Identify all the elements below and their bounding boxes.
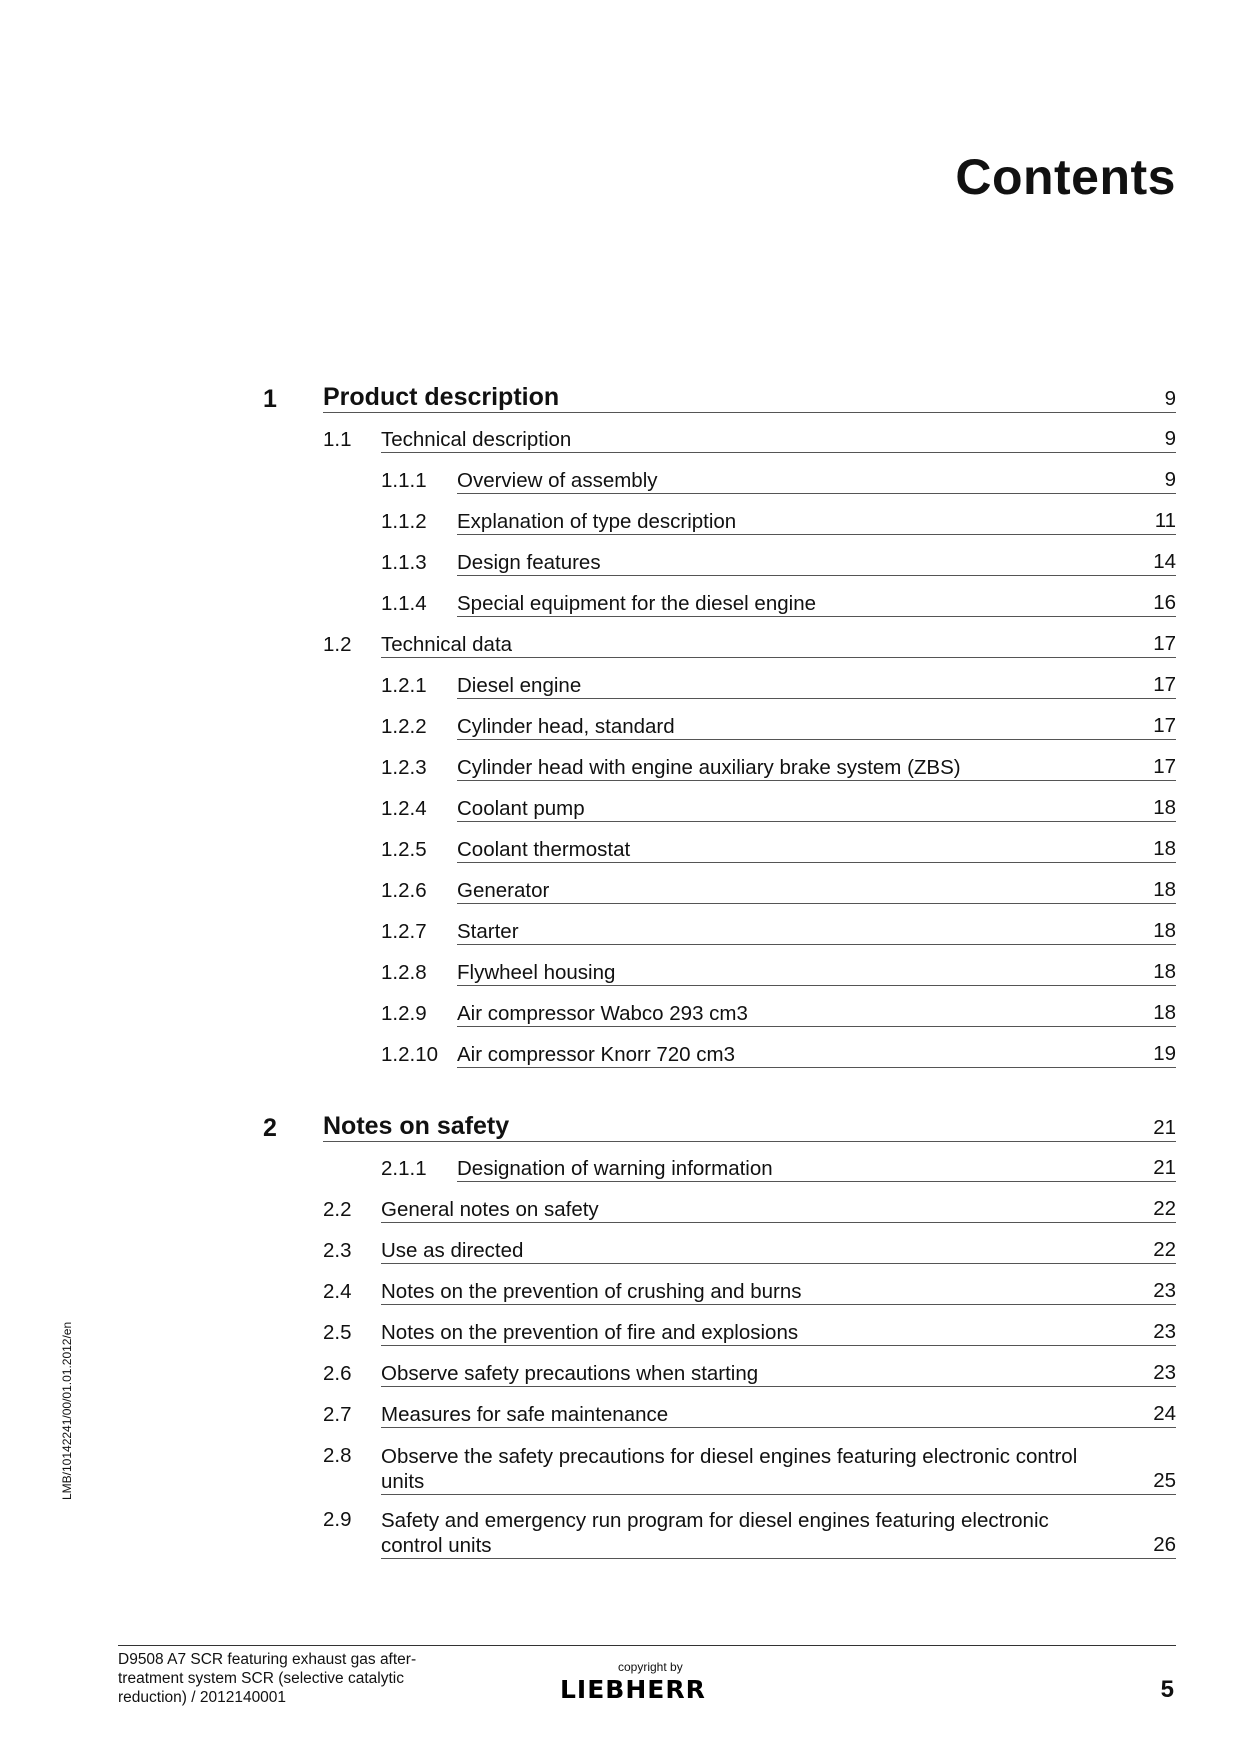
toc-title: Safety and emergency run program for diesel engines featuring electronic control units — [381, 1509, 1049, 1557]
logo-mark — [560, 1673, 740, 1703]
toc-entry[interactable] — [381, 633, 1176, 658]
toc-number: 1.2 — [323, 633, 352, 656]
toc-number: 2.6 — [323, 1362, 352, 1385]
toc-number: 1.2.2 — [381, 715, 427, 738]
toc-title: Coolant pump — [457, 797, 585, 820]
toc-page: 9 — [1164, 387, 1176, 410]
toc-entry[interactable] — [381, 1280, 1176, 1305]
toc-entry[interactable] — [381, 1362, 1176, 1387]
toc-entry-chapter[interactable] — [323, 1112, 1176, 1142]
toc-number: 1.2.3 — [381, 756, 427, 779]
toc-page: 18 — [1153, 796, 1176, 819]
toc-title: Design features — [457, 551, 601, 574]
document-code: LMB/10142241/00/01.01.2012/en — [60, 1321, 74, 1500]
toc-number: 1.2.8 — [381, 961, 427, 984]
toc-number: 1.2.4 — [381, 797, 427, 820]
footer-line: reduction) / 2012140001 — [118, 1689, 287, 1706]
toc-entry[interactable] — [457, 838, 1176, 863]
toc-number: 2 — [263, 1114, 277, 1142]
toc-entry[interactable] — [381, 1403, 1176, 1428]
toc-title: Cylinder head with engine auxiliary brake system (ZBS) — [457, 756, 961, 779]
toc-entry[interactable] — [457, 510, 1176, 535]
toc-entry[interactable] — [457, 674, 1176, 699]
toc-page: 22 — [1153, 1238, 1176, 1261]
toc-number: 1.1.2 — [381, 510, 427, 533]
toc-entry[interactable] — [381, 1239, 1176, 1264]
toc-entry[interactable] — [381, 1444, 1176, 1495]
toc-entry[interactable] — [457, 920, 1176, 945]
toc-entry[interactable] — [457, 1043, 1176, 1068]
toc-page: 16 — [1153, 591, 1176, 614]
toc-entry[interactable] — [457, 1157, 1176, 1182]
toc-number: 2.1.1 — [381, 1157, 427, 1180]
toc-number: 2.5 — [323, 1321, 352, 1344]
liebherr-logo — [560, 1673, 740, 1703]
footer-line: D9508 A7 SCR featuring exhaust gas after- — [118, 1651, 417, 1668]
toc-number: 1.2.6 — [381, 879, 427, 902]
toc-title: Air compressor Wabco 293 cm3 — [457, 1002, 748, 1025]
toc-entry[interactable] — [457, 961, 1176, 986]
toc-title: Notes on the prevention of fire and explosions — [381, 1321, 799, 1344]
toc-entry[interactable] — [381, 428, 1176, 453]
toc-title: Coolant thermostat — [457, 838, 631, 861]
copyright-label: copyright by — [618, 1660, 683, 1674]
toc-number: 2.7 — [323, 1403, 352, 1426]
toc-number: 2.8 — [323, 1444, 352, 1467]
toc-title: Product description — [323, 383, 560, 411]
toc-page: 21 — [1153, 1116, 1176, 1139]
toc-title: Flywheel housing — [457, 961, 616, 984]
toc-page: 24 — [1153, 1402, 1176, 1425]
toc-title: Diesel engine — [457, 674, 582, 697]
toc-page: 18 — [1153, 919, 1176, 942]
toc-title: Overview of assembly — [457, 469, 658, 492]
toc-number: 1.1.4 — [381, 592, 427, 615]
toc-number: 1.2.1 — [381, 674, 427, 697]
toc-entry[interactable] — [457, 551, 1176, 576]
toc-entry[interactable] — [381, 1198, 1176, 1223]
toc-title: Special equipment for the diesel engine — [457, 592, 816, 615]
toc-page: 9 — [1164, 427, 1176, 450]
toc-title: Cylinder head, standard — [457, 715, 675, 738]
toc-page: 25 — [1153, 1469, 1176, 1492]
toc-entry[interactable] — [457, 1002, 1176, 1027]
toc-entry[interactable] — [457, 715, 1176, 740]
toc-page: 23 — [1153, 1279, 1176, 1302]
toc-page: 18 — [1153, 837, 1176, 860]
toc-title: Notes on the prevention of crushing and burns — [381, 1280, 802, 1303]
toc-title: Notes on safety — [323, 1112, 510, 1140]
toc-number: 1.2.5 — [381, 838, 427, 861]
toc-number: 1 — [263, 385, 277, 413]
toc-page: 17 — [1153, 714, 1176, 737]
toc-number: 2.2 — [323, 1198, 352, 1221]
toc-page: 11 — [1154, 509, 1176, 532]
toc-title: General notes on safety — [381, 1198, 599, 1221]
toc-number: 2.4 — [323, 1280, 352, 1303]
toc-page: 18 — [1153, 1001, 1176, 1024]
toc-title: Explanation of type description — [457, 510, 737, 533]
toc-page: 18 — [1153, 960, 1176, 983]
toc-number: 1.1.1 — [381, 469, 427, 492]
toc-entry[interactable] — [381, 1508, 1176, 1559]
footer-divider — [118, 1645, 1176, 1646]
toc-title: Air compressor Knorr 720 cm3 — [457, 1043, 735, 1066]
toc-page: 14 — [1153, 550, 1176, 573]
toc-page: 22 — [1153, 1197, 1176, 1220]
toc-title: Designation of warning information — [457, 1157, 773, 1180]
toc-number: 1.2.7 — [381, 920, 427, 943]
toc-page: 9 — [1164, 468, 1176, 491]
page-title: Contents — [955, 149, 1176, 205]
toc-page: 17 — [1153, 755, 1176, 778]
page-number: 5 — [1160, 1676, 1174, 1703]
toc-number: 2.9 — [323, 1508, 352, 1531]
toc-entry[interactable] — [457, 469, 1176, 494]
toc-page: 17 — [1153, 673, 1176, 696]
toc-page: 19 — [1153, 1042, 1176, 1065]
toc-page: 21 — [1153, 1156, 1176, 1179]
toc-page: 26 — [1153, 1533, 1176, 1556]
toc-entry[interactable] — [457, 756, 1176, 781]
toc-title: Technical description — [381, 428, 572, 451]
footer-line: treatment system SCR (selective catalytic — [118, 1670, 404, 1687]
toc-number: 1.2.10 — [381, 1043, 438, 1066]
toc-number: 2.3 — [323, 1239, 352, 1262]
toc-page: 23 — [1153, 1361, 1176, 1384]
toc-title: Starter — [457, 920, 519, 943]
toc-page: 18 — [1153, 878, 1176, 901]
toc-number: 1.2.9 — [381, 1002, 427, 1025]
toc-title: Technical data — [381, 633, 513, 656]
toc-number: 1.1 — [323, 428, 352, 451]
logo-text: LIEBHERR — [560, 1675, 706, 1703]
toc-page: 17 — [1153, 632, 1176, 655]
toc-entry[interactable] — [457, 592, 1176, 617]
toc-entry[interactable] — [457, 879, 1176, 904]
toc-title: Measures for safe maintenance — [381, 1403, 669, 1426]
toc-entry-chapter[interactable] — [323, 383, 1176, 413]
toc-title: Observe the safety precautions for diesel engines featuring electronic control units — [381, 1445, 1078, 1493]
toc-entry[interactable] — [381, 1321, 1176, 1346]
toc-title: Observe safety precautions when starting — [381, 1362, 759, 1385]
toc-title: Generator — [457, 879, 550, 902]
toc-page: 23 — [1153, 1320, 1176, 1343]
toc-number: 1.1.3 — [381, 551, 427, 574]
toc-title: Use as directed — [381, 1239, 524, 1262]
toc-entry[interactable] — [457, 797, 1176, 822]
footer-document-title — [118, 1650, 458, 1707]
